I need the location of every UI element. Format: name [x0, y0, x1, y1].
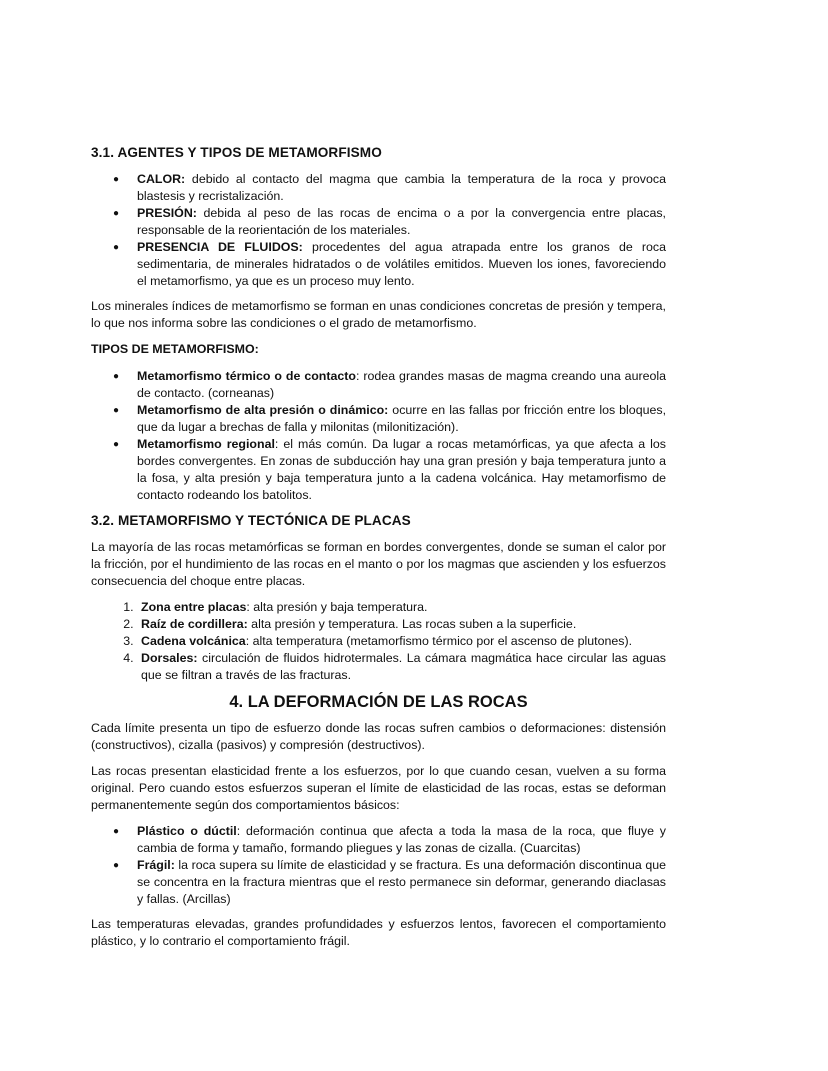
- definition: circulación de fluidos hidrotermales. La cámara magmática hace circular las aguas que se filtran a través de las fracturas.: [141, 651, 666, 682]
- term: Metamorfismo regional: [137, 437, 275, 451]
- term: Frágil:: [137, 858, 175, 872]
- term: Metamorfismo de alta presión o dinámico:: [137, 403, 389, 417]
- list-item: [137, 650, 666, 684]
- list-item: [137, 633, 666, 650]
- definition: : alta temperatura (metamorfismo térmico por el ascenso de plutones).: [245, 634, 633, 648]
- section-3-2-heading: 3.2. METAMORFISMO Y TECTÓNICA DE PLACAS: [91, 513, 411, 528]
- term: Raíz de cordillera:: [141, 617, 248, 631]
- term: CALOR:: [137, 172, 186, 186]
- definition: alta presión y temperatura. Las rocas suben a la superficie.: [247, 617, 577, 631]
- list-item: [137, 205, 666, 239]
- limits-paragraph: Cada límite presenta un tipo de esfuerzo donde las rocas sufren cambios o deformaciones: distensión (constructivos), cizalla (pasivos) y compresión (destructivos).: [91, 721, 666, 752]
- definition: : deformación continua que afecta a toda la masa de la roca, que fluye y cambia de forma y tamaño, formando pliegues y las zonas de cizalla. (Cuarcitas): [137, 824, 667, 855]
- plates-intro-paragraph: La mayoría de las rocas metamórficas se forman en bordes convergentes, donde se suman el calor por la fricción, por el hundimiento de las rocas en el manto o por los magmas que ascienden y los esfuerzos consecuencia del choque entre placas.: [91, 540, 666, 588]
- section-3-1-heading: 3.1. AGENTES Y TIPOS DE METAMORFISMO: [91, 145, 382, 160]
- term: PRESIÓN:: [137, 206, 197, 220]
- list-item: [137, 857, 666, 908]
- term: Dorsales:: [141, 651, 198, 665]
- list-item: [137, 368, 666, 402]
- list-item: [137, 436, 666, 504]
- list-item: [137, 616, 666, 633]
- types-list: [91, 368, 666, 504]
- term: Zona entre placas: [141, 600, 247, 614]
- types-subheading: TIPOS DE METAMORFISMO:: [91, 342, 259, 356]
- list-item: [137, 823, 666, 857]
- list-item: [137, 239, 666, 290]
- behaviours-list: [91, 823, 666, 908]
- minerals-paragraph: Los minerales índices de metamorfismo se forman en unas condiciones concretas de presión y tempera, lo que nos informa sobre las condiciones o el grado de metamorfismo.: [91, 299, 666, 330]
- elasticity-paragraph: Las rocas presentan elasticidad frente a los esfuerzos, por lo que cuando cesan, vuelven a su forma original. Pero cuando estos esfuerzos superan el límite de elasticidad de las rocas, estas se deforman permanentemente según dos comportamientos básicos:: [91, 764, 666, 812]
- list-item: [137, 599, 666, 616]
- term: Metamorfismo térmico o de contacto: [137, 369, 356, 383]
- plates-numbered-list: [91, 599, 666, 684]
- definition: debida al peso de las rocas de encima o a por la convergencia entre placas, responsable de la reorientación de los materiales.: [137, 206, 666, 237]
- document-page: [91, 144, 666, 959]
- definition: ocurre en las fallas por fricción entre los bloques, que da lugar a brechas de falla y milonitas (milonitización).: [137, 403, 667, 434]
- conclusion-paragraph: Las temperaturas elevadas, grandes profundidades y esfuerzos lentos, favorecen el comportamiento plástico, y lo contrario el comportamiento frágil.: [91, 917, 666, 948]
- definition: debido al contacto del magma que cambia la temperatura de la roca y provoca blastesis y recristalización.: [137, 172, 666, 203]
- definition: la roca supera su límite de elasticidad y se fractura. Es una deformación discontinua que se concentra en la fractura mientras que el resto permanece sin deformar, generando diaclasas y fallas. (Arcillas): [137, 858, 666, 906]
- term: Cadena volcánica: [141, 634, 246, 648]
- agents-list: [91, 171, 666, 290]
- section-4-heading: 4. LA DEFORMACIÓN DE LAS ROCAS: [229, 693, 528, 711]
- definition: : alta presión y baja temperatura.: [246, 600, 428, 614]
- definition: : el más común. Da lugar a rocas metamórficas, ya que afecta a los bordes convergentes. En zonas de subducción hay una gran presión y baja temperatura junto a la fosa, y alta presión y baja temperatura junto a la cadena volcánica. Hay metamorfismo de contacto rodeando los batolitos.: [137, 437, 666, 502]
- list-item: [137, 171, 666, 205]
- definition: procedentes del agua atrapada entre los granos de roca sedimentaria, de minerales hidratados o de volátiles emitidos. Mueven los iones, favoreciendo el metamorfismo, ya que es un proceso muy lento.: [137, 240, 667, 288]
- definition: : rodea grandes masas de magma creando una aureola de contacto. (corneanas): [137, 369, 667, 400]
- list-item: [137, 402, 666, 436]
- term: Plástico o dúctil: [137, 824, 237, 838]
- term: PRESENCIA DE FLUIDOS:: [137, 240, 303, 254]
